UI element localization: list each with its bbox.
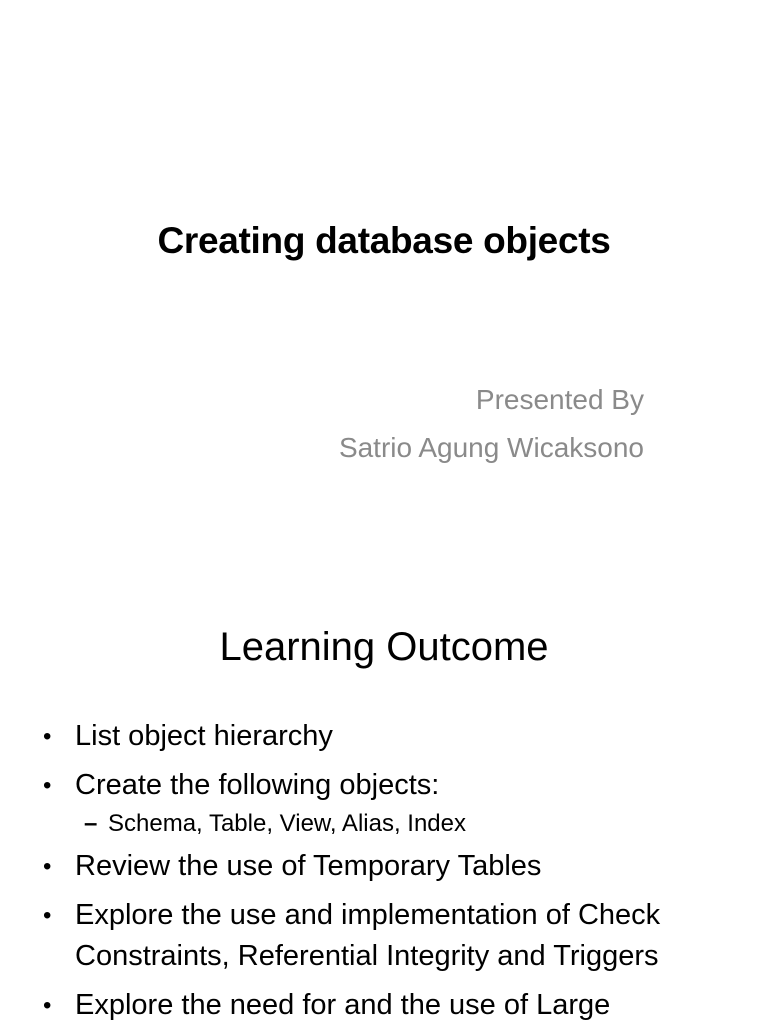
bullet-text: Explore the need for and the use of Large [75, 989, 611, 1021]
bullet-item [40, 846, 740, 887]
bullet-text: List object hierarchy [75, 720, 333, 752]
presenter-name: Satrio Agung Wicaksono [338, 432, 644, 463]
sub-bullet-text: Schema, Table, View, Alias, Index [108, 810, 466, 837]
dash-marker: – [84, 810, 98, 837]
bullet-text: Create the following objects: [75, 769, 440, 801]
bullet-item [40, 895, 740, 977]
bullet-list [40, 716, 740, 1024]
bullet-text: Review the use of Temporary Tables [75, 850, 542, 882]
bullet-marker: • [43, 902, 52, 929]
bullet-marker: • [43, 772, 52, 799]
bullet-marker: • [43, 853, 52, 880]
slide-title: Creating database objects [157, 220, 611, 261]
presented-by-label: Presented By [475, 384, 644, 415]
bullet-marker: • [43, 992, 52, 1019]
bullet-item [40, 765, 740, 806]
learning-outcome-slide [0, 576, 768, 1024]
bullet-text-line: Constraints, Referential Integrity and Triggers [75, 940, 659, 972]
bullet-text-line: Explore the use and implementation of Check [75, 899, 661, 931]
bullet-marker: • [43, 723, 52, 750]
bullet-item [40, 716, 740, 757]
bullet-item [40, 985, 740, 1024]
sub-bullet-item [40, 810, 740, 838]
slide-title: Learning Outcome [219, 625, 549, 669]
